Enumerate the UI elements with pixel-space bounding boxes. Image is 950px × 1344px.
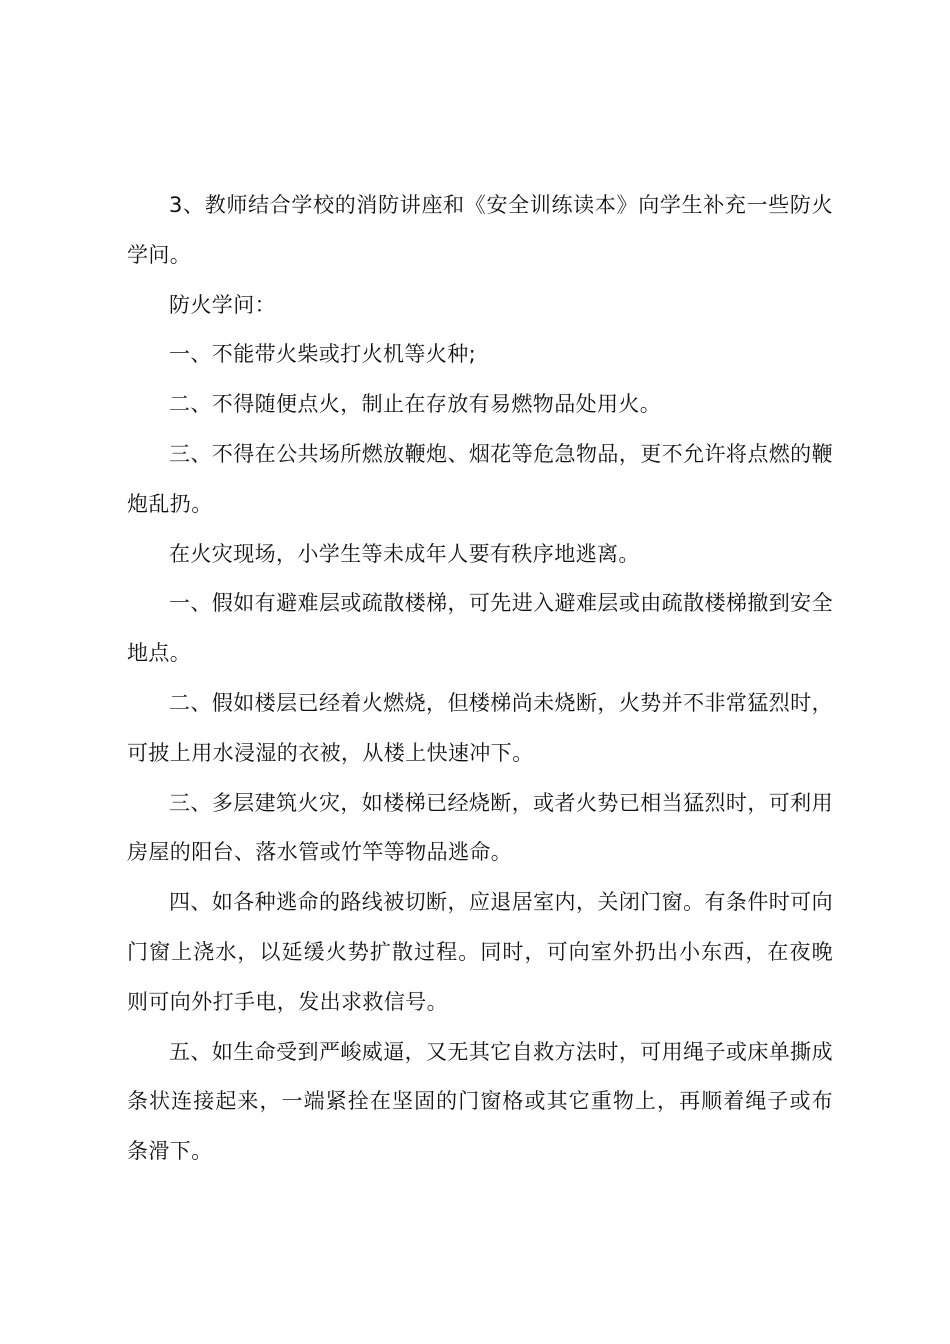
paragraph-prevention-rule-2: 二、不得随便点火，制止在存放有易燃物品处用火。 xyxy=(169,392,662,417)
paragraph-prevention-rule-3: 三、不得在公共场所燃放鞭炮、烟花等危急物品，更不允许将点燃的鞭炮乱扔。 xyxy=(127,441,833,516)
paragraph-escape-rule-1: 一、假如有避难层或疏散楼梯，可先进入避难层或由疏散楼梯撤到安全地点。 xyxy=(127,591,833,666)
paragraph-escape-rule-4: 四、如各种逃命的路线被切断，应退居室内，关闭门窗。有条件时可向门窗上浇水，以延缓火势扩散过程。同时，可向室外扔出小东西，在夜晚则可向外打手电，发出求救信号。 xyxy=(127,890,833,1014)
paragraph-fire-prevention-heading: 防火学问： xyxy=(169,292,276,317)
paragraph-escape-rule-3: 三、多层建筑火灾，如楼梯已经烧断，或者火势已相当猛烈时，可利用房屋的阳台、落水管或竹竿等物品逃命。 xyxy=(127,790,833,865)
paragraph-escape-rule-5: 五、如生命受到严峻威逼，又无其它自救方法时，可用绳子或床单撕成条状连接起来，一端紧拴在坚固的门窗格或其它重物上，再顺着绳子或布条滑下。 xyxy=(127,1039,833,1164)
paragraph-escape-heading: 在火灾现场，小学生等未成年人要有秩序地逃离。 xyxy=(169,541,640,566)
paragraph-escape-rule-2: 二、假如楼层已经着火燃烧，但楼梯尚未烧断，火势并不非常猛烈时，可披上用水浸湿的衣被，从楼上快速冲下。 xyxy=(127,690,833,765)
document-body xyxy=(127,181,833,1177)
paragraph-prevention-rule-1: 一、不能带火柴或打火机等火种; xyxy=(169,342,477,367)
paragraph-teacher-supplement: 3、教师结合学校的消防讲座和《安全训练读本》向学生补充一些防火学问。 xyxy=(127,193,833,267)
